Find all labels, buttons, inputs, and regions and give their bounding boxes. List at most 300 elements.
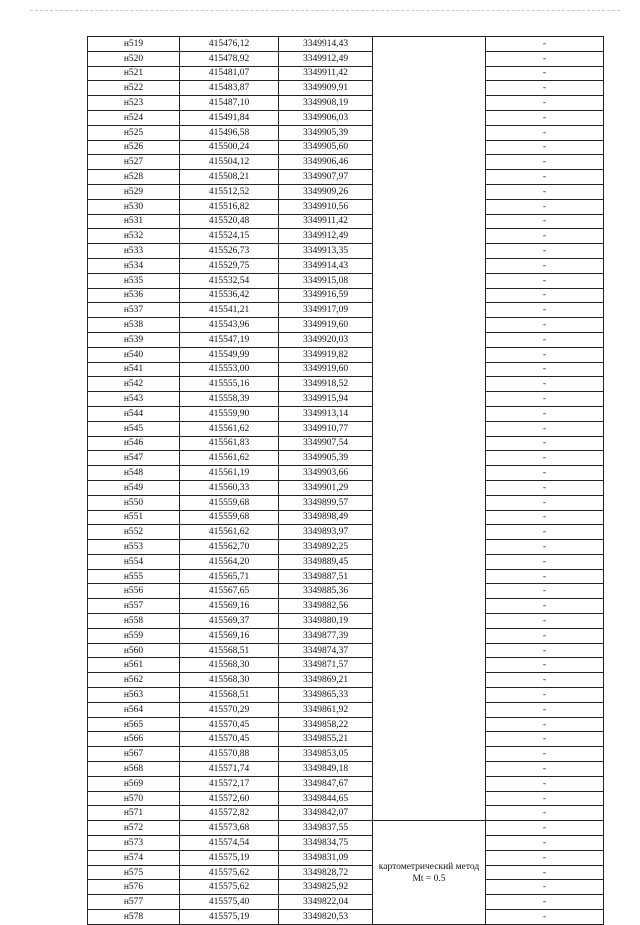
table-row [88, 96, 604, 111]
x-coordinate-cell: 415560,33 [180, 480, 279, 495]
table-row [88, 717, 604, 732]
x-coordinate-cell: 415500,24 [180, 140, 279, 155]
dash-cell: - [486, 791, 604, 806]
table-row [88, 776, 604, 791]
y-coordinate-cell: 3349912,49 [279, 229, 373, 244]
y-coordinate-cell: 3349898,49 [279, 510, 373, 525]
dash-cell: - [486, 554, 604, 569]
table-row [88, 66, 604, 81]
table-row [88, 480, 604, 495]
x-coordinate-cell: 415559,68 [180, 510, 279, 525]
y-coordinate-cell: 3349858,22 [279, 717, 373, 732]
table-row [88, 628, 604, 643]
table-row [88, 436, 604, 451]
y-coordinate-cell: 3349916,59 [279, 288, 373, 303]
point-name-cell: н533 [88, 244, 180, 259]
dash-cell: - [486, 821, 604, 836]
dash-cell: - [486, 806, 604, 821]
dash-cell: - [486, 421, 604, 436]
dash-cell: - [486, 66, 604, 81]
y-coordinate-cell: 3349847,67 [279, 776, 373, 791]
y-coordinate-cell: 3349911,42 [279, 66, 373, 81]
dash-cell: - [486, 895, 604, 910]
point-name-cell: н541 [88, 362, 180, 377]
table-row [88, 466, 604, 481]
coordinates-table-body [88, 37, 604, 925]
point-name-cell: н528 [88, 170, 180, 185]
point-name-cell: н552 [88, 525, 180, 540]
table-row [88, 569, 604, 584]
table-row [88, 258, 604, 273]
dash-cell: - [486, 717, 604, 732]
point-name-cell: н548 [88, 466, 180, 481]
dash-cell: - [486, 199, 604, 214]
y-coordinate-cell: 3349861,92 [279, 702, 373, 717]
table-row [88, 421, 604, 436]
y-coordinate-cell: 3349825,92 [279, 880, 373, 895]
y-coordinate-cell: 3349920,03 [279, 332, 373, 347]
x-coordinate-cell: 415575,19 [180, 910, 279, 925]
point-name-cell: н571 [88, 806, 180, 821]
dash-cell: - [486, 510, 604, 525]
dash-cell: - [486, 273, 604, 288]
y-coordinate-cell: 3349853,05 [279, 747, 373, 762]
x-coordinate-cell: 415561,62 [180, 421, 279, 436]
dash-cell: - [486, 776, 604, 791]
table-row [88, 821, 604, 836]
point-name-cell: н531 [88, 214, 180, 229]
table-row [88, 347, 604, 362]
table-row [88, 362, 604, 377]
x-coordinate-cell: 415536,42 [180, 288, 279, 303]
dash-cell: - [486, 540, 604, 555]
point-name-cell: н575 [88, 865, 180, 880]
y-coordinate-cell: 3349919,60 [279, 362, 373, 377]
point-name-cell: н554 [88, 554, 180, 569]
point-name-cell: н565 [88, 717, 180, 732]
x-coordinate-cell: 415516,82 [180, 199, 279, 214]
dash-cell: - [486, 81, 604, 96]
x-coordinate-cell: 415483,87 [180, 81, 279, 96]
point-name-cell: н545 [88, 421, 180, 436]
x-coordinate-cell: 415512,52 [180, 184, 279, 199]
method-note-cell: картометрический метод Mt = 0.5 [373, 821, 486, 925]
dash-cell: - [486, 614, 604, 629]
x-coordinate-cell: 415541,21 [180, 303, 279, 318]
y-coordinate-cell: 3349849,18 [279, 762, 373, 777]
table-row [88, 762, 604, 777]
table-row [88, 791, 604, 806]
y-coordinate-cell: 3349831,09 [279, 850, 373, 865]
table-row [88, 865, 604, 880]
table-row [88, 51, 604, 66]
point-name-cell: н530 [88, 199, 180, 214]
y-coordinate-cell: 3349892,25 [279, 540, 373, 555]
x-coordinate-cell: 415574,54 [180, 836, 279, 851]
x-coordinate-cell: 415508,21 [180, 170, 279, 185]
x-coordinate-cell: 415487,10 [180, 96, 279, 111]
dash-cell: - [486, 244, 604, 259]
table-row [88, 688, 604, 703]
point-name-cell: н572 [88, 821, 180, 836]
dash-cell: - [486, 37, 604, 52]
point-name-cell: н546 [88, 436, 180, 451]
x-coordinate-cell: 415558,39 [180, 392, 279, 407]
point-name-cell: н578 [88, 910, 180, 925]
table-row [88, 392, 604, 407]
point-name-cell: н555 [88, 569, 180, 584]
point-name-cell: н561 [88, 658, 180, 673]
point-name-cell: н522 [88, 81, 180, 96]
table-row [88, 495, 604, 510]
y-coordinate-cell: 3349871,57 [279, 658, 373, 673]
y-coordinate-cell: 3349919,82 [279, 347, 373, 362]
dash-cell: - [486, 377, 604, 392]
point-name-cell: н553 [88, 540, 180, 555]
y-coordinate-cell: 3349905,39 [279, 125, 373, 140]
y-coordinate-cell: 3349913,14 [279, 406, 373, 421]
x-coordinate-cell: 415572,60 [180, 791, 279, 806]
dash-cell: - [486, 850, 604, 865]
point-name-cell: н521 [88, 66, 180, 81]
dash-cell: - [486, 229, 604, 244]
x-coordinate-cell: 415569,16 [180, 628, 279, 643]
dash-cell: - [486, 392, 604, 407]
y-coordinate-cell: 3349820,53 [279, 910, 373, 925]
point-name-cell: н542 [88, 377, 180, 392]
point-name-cell: н563 [88, 688, 180, 703]
x-coordinate-cell: 415553,00 [180, 362, 279, 377]
table-row [88, 584, 604, 599]
x-coordinate-cell: 415496,58 [180, 125, 279, 140]
table-row [88, 140, 604, 155]
x-coordinate-cell: 415575,40 [180, 895, 279, 910]
dash-cell: - [486, 258, 604, 273]
y-coordinate-cell: 3349844,65 [279, 791, 373, 806]
point-name-cell: н557 [88, 599, 180, 614]
dash-cell: - [486, 110, 604, 125]
x-coordinate-cell: 415478,92 [180, 51, 279, 66]
point-name-cell: н562 [88, 673, 180, 688]
x-coordinate-cell: 415567,65 [180, 584, 279, 599]
y-coordinate-cell: 3349869,21 [279, 673, 373, 688]
point-name-cell: н547 [88, 451, 180, 466]
dash-cell: - [486, 628, 604, 643]
dash-cell: - [486, 332, 604, 347]
point-name-cell: н519 [88, 37, 180, 52]
dash-cell: - [486, 436, 604, 451]
table-row [88, 244, 604, 259]
dash-cell: - [486, 688, 604, 703]
x-coordinate-cell: 415543,96 [180, 318, 279, 333]
dash-cell: - [486, 584, 604, 599]
y-coordinate-cell: 3349911,42 [279, 214, 373, 229]
x-coordinate-cell: 415561,62 [180, 525, 279, 540]
table-row [88, 850, 604, 865]
y-coordinate-cell: 3349822,04 [279, 895, 373, 910]
y-coordinate-cell: 3349915,94 [279, 392, 373, 407]
dash-cell: - [486, 747, 604, 762]
table-row [88, 510, 604, 525]
y-coordinate-cell: 3349899,57 [279, 495, 373, 510]
x-coordinate-cell: 415476,12 [180, 37, 279, 52]
y-coordinate-cell: 3349874,37 [279, 643, 373, 658]
table-row [88, 214, 604, 229]
x-coordinate-cell: 415570,45 [180, 732, 279, 747]
point-name-cell: н550 [88, 495, 180, 510]
table-row [88, 110, 604, 125]
table-row [88, 673, 604, 688]
y-coordinate-cell: 3349906,03 [279, 110, 373, 125]
point-name-cell: н544 [88, 406, 180, 421]
y-coordinate-cell: 3349901,29 [279, 480, 373, 495]
y-coordinate-cell: 3349887,51 [279, 569, 373, 584]
y-coordinate-cell: 3349910,56 [279, 199, 373, 214]
x-coordinate-cell: 415570,88 [180, 747, 279, 762]
dash-cell: - [486, 170, 604, 185]
point-name-cell: н549 [88, 480, 180, 495]
point-name-cell: н551 [88, 510, 180, 525]
dash-cell: - [486, 155, 604, 170]
table-row [88, 732, 604, 747]
point-name-cell: н527 [88, 155, 180, 170]
table-row [88, 836, 604, 851]
table-row [88, 81, 604, 96]
table-row [88, 125, 604, 140]
y-coordinate-cell: 3349882,56 [279, 599, 373, 614]
y-coordinate-cell: 3349880,19 [279, 614, 373, 629]
x-coordinate-cell: 415481,07 [180, 66, 279, 81]
point-name-cell: н559 [88, 628, 180, 643]
dash-cell: - [486, 347, 604, 362]
x-coordinate-cell: 415570,45 [180, 717, 279, 732]
x-coordinate-cell: 415571,74 [180, 762, 279, 777]
table-row [88, 406, 604, 421]
x-coordinate-cell: 415559,90 [180, 406, 279, 421]
dash-cell: - [486, 303, 604, 318]
point-name-cell: н538 [88, 318, 180, 333]
x-coordinate-cell: 415549,99 [180, 347, 279, 362]
y-coordinate-cell: 3349914,43 [279, 37, 373, 52]
x-coordinate-cell: 415575,62 [180, 880, 279, 895]
point-name-cell: н532 [88, 229, 180, 244]
y-coordinate-cell: 3349889,45 [279, 554, 373, 569]
table-row [88, 880, 604, 895]
dash-cell: - [486, 318, 604, 333]
point-name-cell: н556 [88, 584, 180, 599]
point-name-cell: н534 [88, 258, 180, 273]
dash-cell: - [486, 480, 604, 495]
table-row [88, 273, 604, 288]
table-row [88, 229, 604, 244]
y-coordinate-cell: 3349893,97 [279, 525, 373, 540]
table-row [88, 377, 604, 392]
x-coordinate-cell: 415491,84 [180, 110, 279, 125]
y-coordinate-cell: 3349910,77 [279, 421, 373, 436]
point-name-cell: н558 [88, 614, 180, 629]
y-coordinate-cell: 3349917,09 [279, 303, 373, 318]
dash-cell: - [486, 865, 604, 880]
x-coordinate-cell: 415570,29 [180, 702, 279, 717]
x-coordinate-cell: 415547,19 [180, 332, 279, 347]
point-name-cell: н525 [88, 125, 180, 140]
table-row [88, 170, 604, 185]
dash-cell: - [486, 362, 604, 377]
point-name-cell: н543 [88, 392, 180, 407]
table-row [88, 37, 604, 52]
x-coordinate-cell: 415555,16 [180, 377, 279, 392]
table-row [88, 554, 604, 569]
x-coordinate-cell: 415568,51 [180, 643, 279, 658]
dash-cell: - [486, 495, 604, 510]
point-name-cell: н524 [88, 110, 180, 125]
y-coordinate-cell: 3349909,26 [279, 184, 373, 199]
x-coordinate-cell: 415575,62 [180, 865, 279, 880]
dash-cell: - [486, 643, 604, 658]
point-name-cell: н560 [88, 643, 180, 658]
point-name-cell: н523 [88, 96, 180, 111]
y-coordinate-cell: 3349906,46 [279, 155, 373, 170]
x-coordinate-cell: 415504,12 [180, 155, 279, 170]
dash-cell: - [486, 525, 604, 540]
dash-cell: - [486, 910, 604, 925]
point-name-cell: н566 [88, 732, 180, 747]
point-name-cell: н577 [88, 895, 180, 910]
table-row [88, 643, 604, 658]
table-row [88, 332, 604, 347]
point-name-cell: н569 [88, 776, 180, 791]
table-row [88, 599, 604, 614]
dash-cell: - [486, 184, 604, 199]
y-coordinate-cell: 3349855,21 [279, 732, 373, 747]
table-row [88, 199, 604, 214]
point-name-cell: н540 [88, 347, 180, 362]
table-row [88, 303, 604, 318]
y-coordinate-cell: 3349909,91 [279, 81, 373, 96]
y-coordinate-cell: 3349919,60 [279, 318, 373, 333]
point-name-cell: н535 [88, 273, 180, 288]
dash-cell: - [486, 288, 604, 303]
x-coordinate-cell: 415569,16 [180, 599, 279, 614]
table-row [88, 747, 604, 762]
x-coordinate-cell: 415524,15 [180, 229, 279, 244]
x-coordinate-cell: 415532,54 [180, 273, 279, 288]
x-coordinate-cell: 415568,30 [180, 673, 279, 688]
dash-cell: - [486, 96, 604, 111]
dash-cell: - [486, 451, 604, 466]
x-coordinate-cell: 415569,37 [180, 614, 279, 629]
point-name-cell: н564 [88, 702, 180, 717]
point-name-cell: н537 [88, 303, 180, 318]
method-cell-empty [373, 37, 486, 821]
y-coordinate-cell: 3349842,07 [279, 806, 373, 821]
x-coordinate-cell: 415568,30 [180, 658, 279, 673]
x-coordinate-cell: 415520,48 [180, 214, 279, 229]
y-coordinate-cell: 3349837,55 [279, 821, 373, 836]
x-coordinate-cell: 415572,82 [180, 806, 279, 821]
table-row [88, 288, 604, 303]
point-name-cell: н539 [88, 332, 180, 347]
y-coordinate-cell: 3349877,39 [279, 628, 373, 643]
point-name-cell: н520 [88, 51, 180, 66]
point-name-cell: н526 [88, 140, 180, 155]
table-row [88, 806, 604, 821]
dash-cell: - [486, 214, 604, 229]
dash-cell: - [486, 51, 604, 66]
table-row [88, 910, 604, 925]
dash-cell: - [486, 673, 604, 688]
x-coordinate-cell: 415565,71 [180, 569, 279, 584]
table-row [88, 614, 604, 629]
dash-cell: - [486, 658, 604, 673]
point-name-cell: н574 [88, 850, 180, 865]
y-coordinate-cell: 3349865,33 [279, 688, 373, 703]
table-row [88, 658, 604, 673]
x-coordinate-cell: 415562,70 [180, 540, 279, 555]
x-coordinate-cell: 415575,19 [180, 850, 279, 865]
dash-cell: - [486, 599, 604, 614]
y-coordinate-cell: 3349912,49 [279, 51, 373, 66]
table-row [88, 540, 604, 555]
table-row [88, 702, 604, 717]
dash-cell: - [486, 466, 604, 481]
table-row [88, 451, 604, 466]
point-name-cell: н536 [88, 288, 180, 303]
point-name-cell: н568 [88, 762, 180, 777]
y-coordinate-cell: 3349903,66 [279, 466, 373, 481]
y-coordinate-cell: 3349905,60 [279, 140, 373, 155]
y-coordinate-cell: 3349908,19 [279, 96, 373, 111]
dash-cell: - [486, 406, 604, 421]
y-coordinate-cell: 3349918,52 [279, 377, 373, 392]
coordinates-table [87, 36, 604, 925]
table-row [88, 318, 604, 333]
x-coordinate-cell: 415526,73 [180, 244, 279, 259]
x-coordinate-cell: 415568,51 [180, 688, 279, 703]
table-row [88, 155, 604, 170]
x-coordinate-cell: 415561,62 [180, 451, 279, 466]
dash-cell: - [486, 880, 604, 895]
dash-cell: - [486, 702, 604, 717]
x-coordinate-cell: 415573,68 [180, 821, 279, 836]
x-coordinate-cell: 415561,19 [180, 466, 279, 481]
y-coordinate-cell: 3349907,97 [279, 170, 373, 185]
dash-cell: - [486, 569, 604, 584]
x-coordinate-cell: 415559,68 [180, 495, 279, 510]
table-row [88, 184, 604, 199]
dash-cell: - [486, 732, 604, 747]
scan-artifact-line [30, 10, 620, 13]
x-coordinate-cell: 415561,83 [180, 436, 279, 451]
y-coordinate-cell: 3349915,08 [279, 273, 373, 288]
y-coordinate-cell: 3349828,72 [279, 865, 373, 880]
point-name-cell: н567 [88, 747, 180, 762]
y-coordinate-cell: 3349907,54 [279, 436, 373, 451]
point-name-cell: н570 [88, 791, 180, 806]
dash-cell: - [486, 140, 604, 155]
y-coordinate-cell: 3349905,39 [279, 451, 373, 466]
table-row [88, 525, 604, 540]
x-coordinate-cell: 415529,75 [180, 258, 279, 273]
point-name-cell: н529 [88, 184, 180, 199]
point-name-cell: н576 [88, 880, 180, 895]
y-coordinate-cell: 3349914,43 [279, 258, 373, 273]
x-coordinate-cell: 415564,20 [180, 554, 279, 569]
dash-cell: - [486, 836, 604, 851]
point-name-cell: н573 [88, 836, 180, 851]
table-row [88, 895, 604, 910]
y-coordinate-cell: 3349834,75 [279, 836, 373, 851]
